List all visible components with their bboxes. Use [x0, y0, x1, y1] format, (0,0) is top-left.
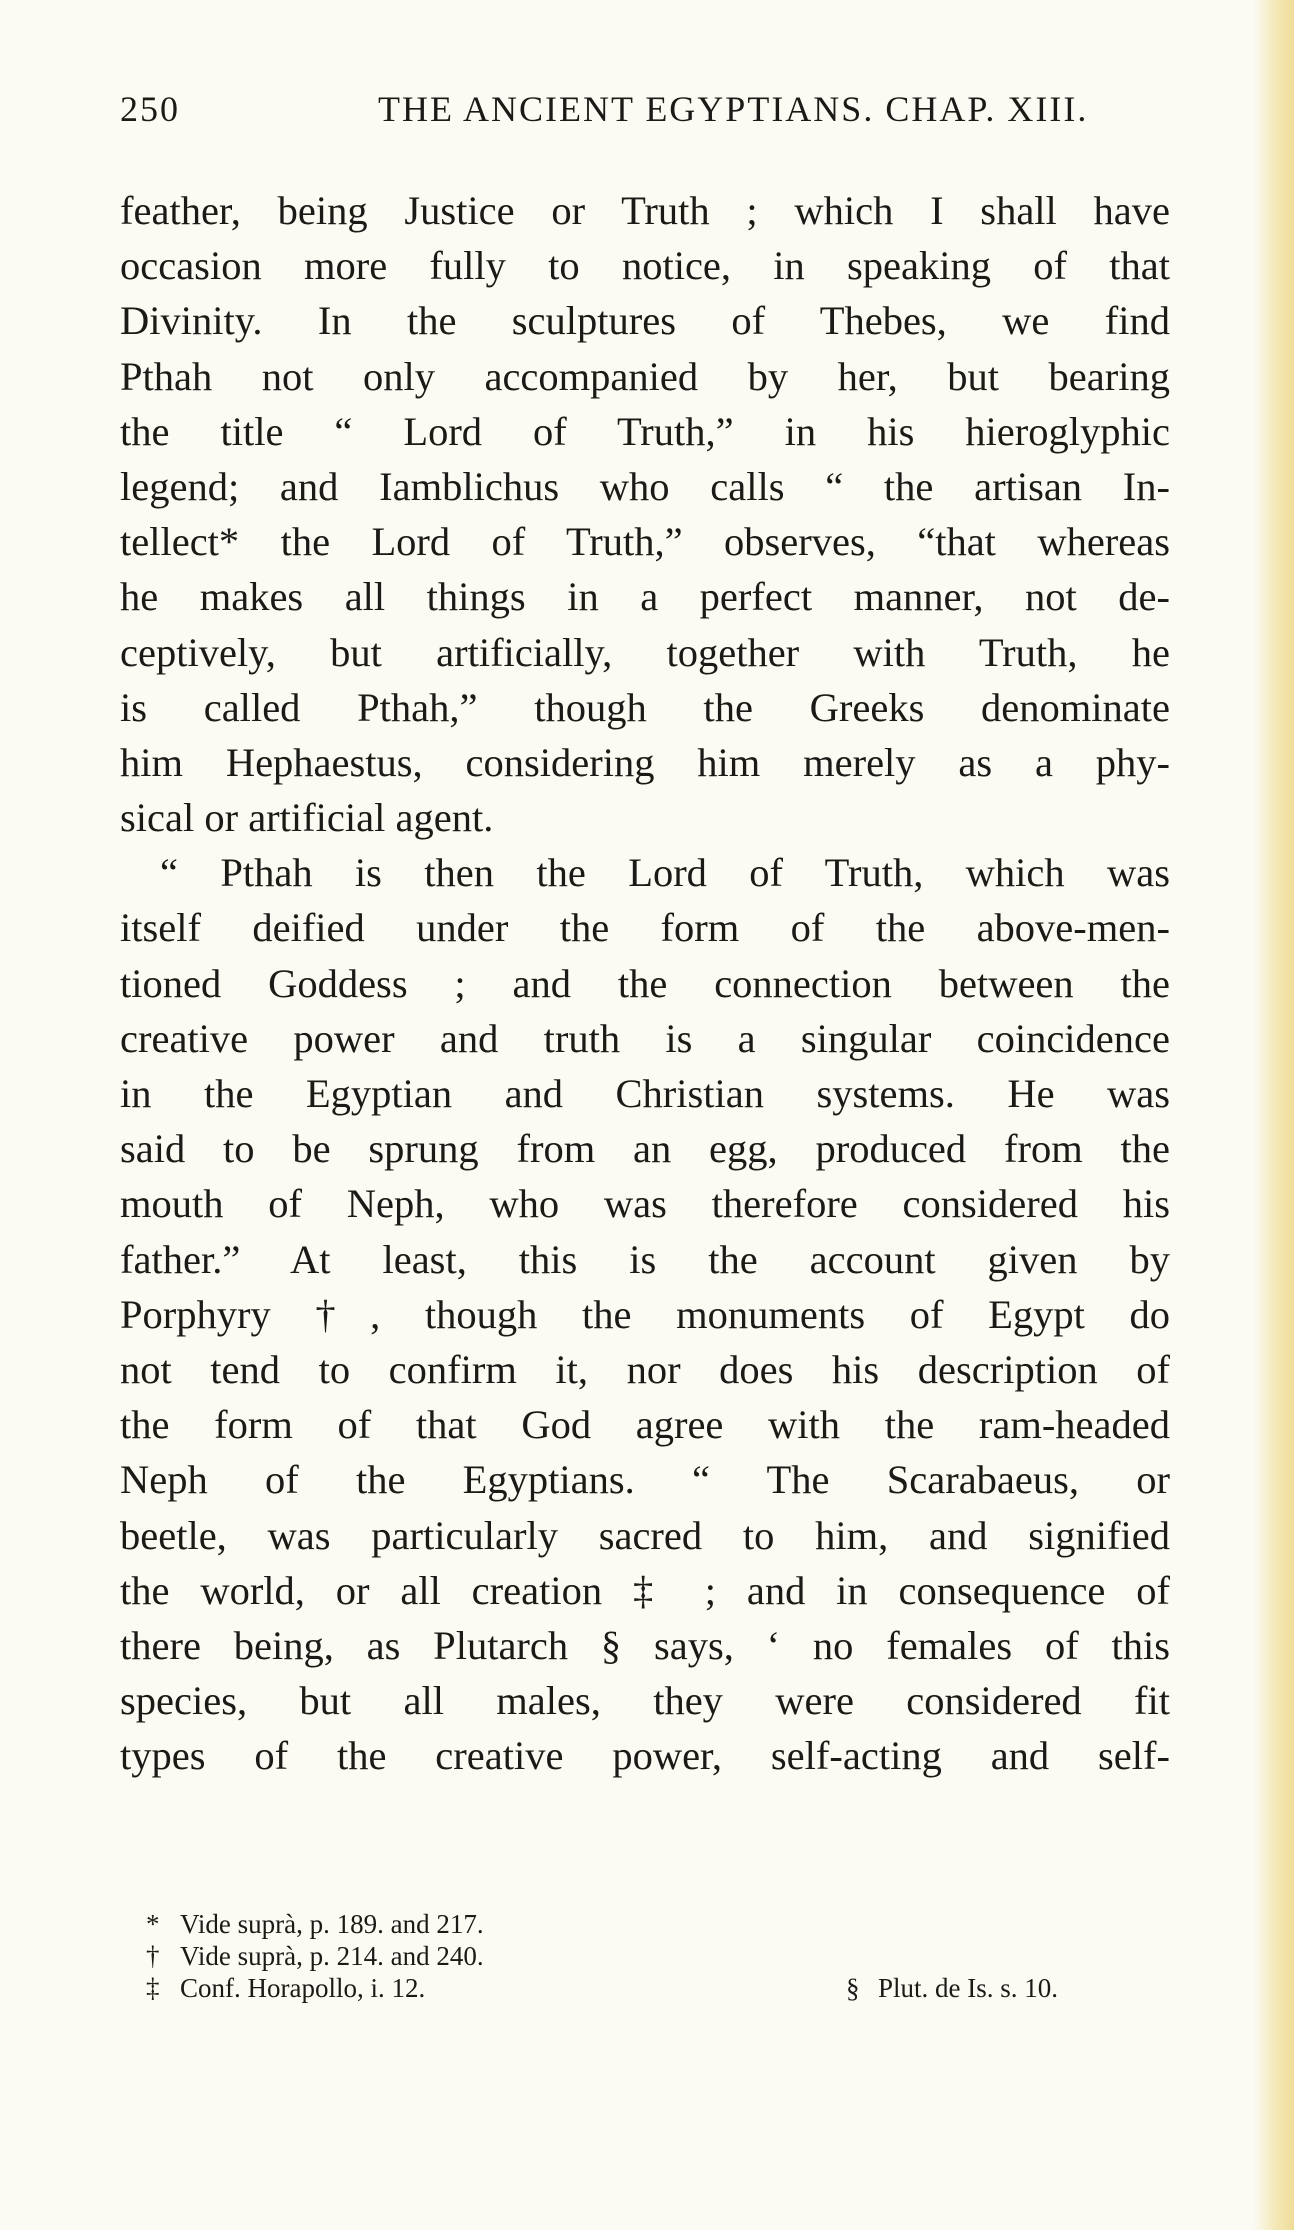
text-line: father.” At least, this is the account given by: [120, 1236, 1170, 1282]
text-line: tioned Goddess ; and the connection between the: [120, 960, 1170, 1006]
text-line: legend; and Iamblichus who calls “ the artisan In-: [120, 463, 1170, 509]
text-line: feather, being Justice or Truth ; which I shall have: [120, 188, 1170, 233]
text-line: types of the creative power, self-acting and self-: [120, 1733, 1170, 1779]
text-line: there being, as Plutarch § says, ‘ no females of this: [120, 1622, 1170, 1668]
text-line: said to be sprung from an egg, produced from the: [120, 1126, 1170, 1172]
text-line: in the Egyptian and Christian systems. He was: [120, 1071, 1170, 1116]
footnote-text: Plut. de Is. s. 10.: [878, 1973, 1059, 2003]
text-line: mouth of Neph, who was therefore considered his: [120, 1181, 1170, 1227]
footnote-mark: §: [846, 1973, 860, 2003]
text-line: Pthah not only accompanied by her, but bearing: [120, 353, 1170, 399]
text-line: is called Pthah,” though the Greeks denominate: [120, 684, 1170, 730]
text-line: “ Pthah is then the Lord of Truth, which was: [160, 850, 1170, 896]
text-line: occasion more fully to notice, in speaking of that: [120, 243, 1170, 289]
footnote: [146, 1972, 1170, 2004]
footnote-text: Conf. Horapollo, i. 12.: [180, 1973, 426, 2003]
footnote-mark: †: [146, 1941, 160, 1971]
body-text: [120, 183, 1170, 1783]
text-line: species, but all males, they were considered fit: [120, 1678, 1170, 1724]
footnote: [846, 1972, 1058, 2004]
text-line: he makes all things in a perfect manner, not de-: [120, 574, 1170, 620]
text-line: tellect* the Lord of Truth,” observes, “that whereas: [120, 519, 1170, 565]
text-line: the title “ Lord of Truth,” in his hieroglyphic: [120, 408, 1170, 454]
text-line: ceptively, but artificially, together with Truth, he: [120, 629, 1170, 675]
text-line: the form of that God agree with the ram-headed: [120, 1402, 1170, 1448]
text-line: itself deified under the form of the above-men-: [120, 905, 1170, 951]
text-line: him Hephaestus, considering him merely as a phy-: [120, 739, 1170, 785]
text-line: creative power and truth is a singular coincidence: [120, 1015, 1170, 1061]
footnote-mark: ‡: [146, 1973, 160, 2003]
text-line: sical or artificial agent.: [120, 795, 494, 841]
page-edge: [1254, 0, 1294, 2230]
text-line: Neph of the Egyptians. “ The Scarabaeus, or: [120, 1457, 1170, 1503]
text-line: not tend to confirm it, nor does his description of: [120, 1346, 1170, 1392]
footnote: [146, 1940, 1170, 1972]
footnote-text: Vide suprà, p. 189. and 217.: [180, 1909, 484, 1939]
footnote: [146, 1908, 1170, 1940]
footnote-mark: *: [146, 1909, 160, 1939]
text-line: Divinity. In the sculptures of Thebes, we find: [120, 298, 1170, 344]
text-line: beetle, was particularly sacred to him, and signified: [120, 1512, 1170, 1558]
text-line: Porphyry †, though the monuments of Egypt do: [120, 1291, 1170, 1337]
page-header: [120, 88, 1170, 148]
page-number: 250: [120, 89, 180, 129]
running-head: THE ANCIENT EGYPTIANS. CHAP. XIII.: [378, 89, 1089, 129]
text-line: the world, or all creation ‡ ; and in consequence of: [120, 1567, 1170, 1613]
footnote-text: Vide suprà, p. 214. and 240.: [180, 1941, 484, 1971]
footnotes: [146, 1908, 1170, 2004]
